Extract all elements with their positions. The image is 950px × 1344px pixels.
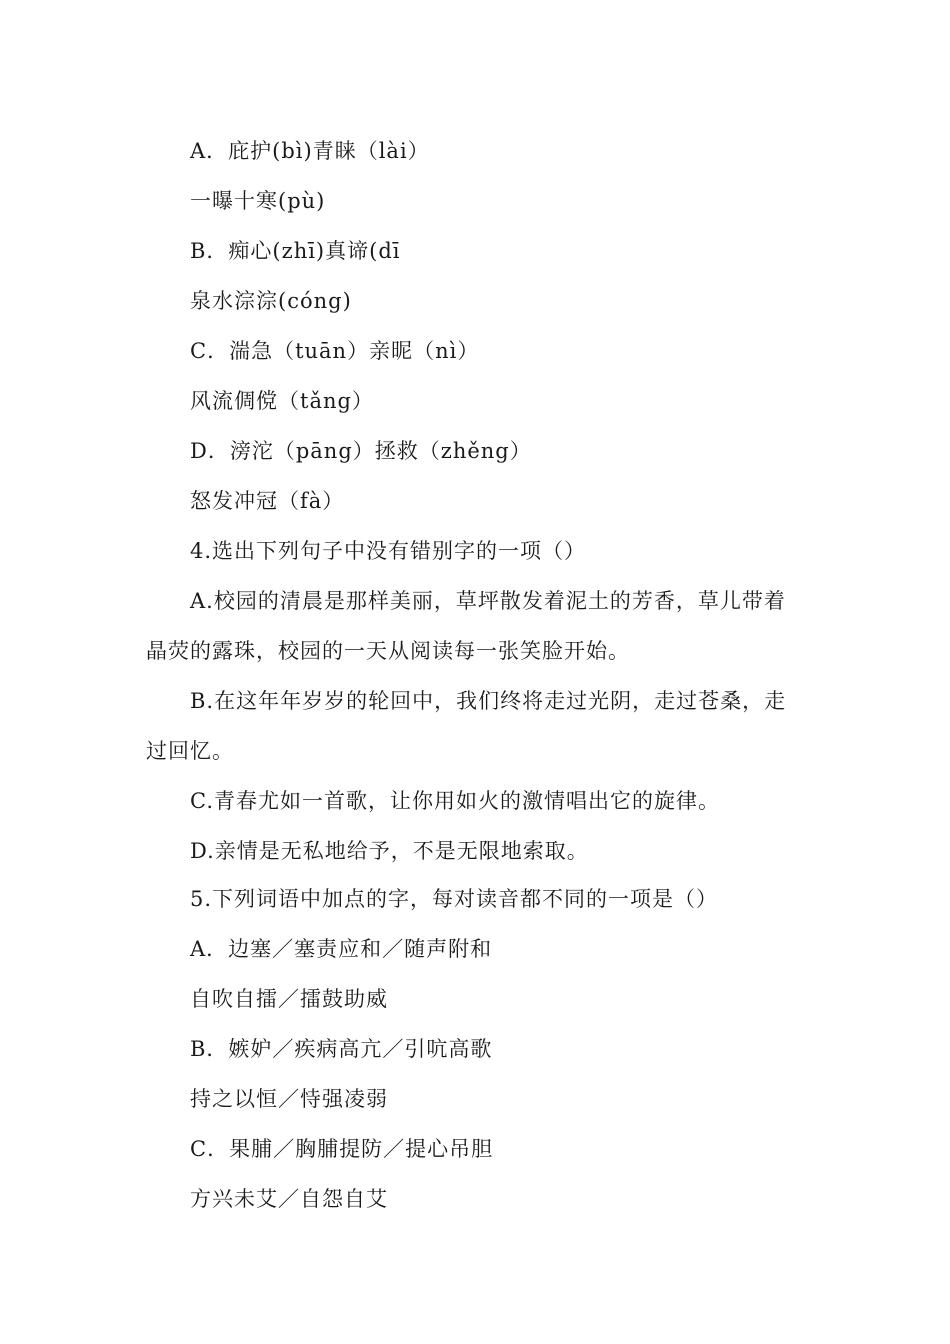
q5-option-c-line1: C．果脯／胸脯提防／提心吊胆	[190, 1137, 494, 1161]
q4-option-c: C.青春尤如一首歌，让你用如火的激情唱出它的旋律。	[190, 789, 720, 813]
q3-option-b-line1: B．痴心(zhī)真谛(dī	[190, 239, 401, 263]
q5-option-c-line2: 方兴未艾／自怨自艾	[190, 1187, 388, 1211]
question-5-stem: 5.下列词语中加点的字，每对读音都不同的一项是（）	[190, 887, 719, 911]
q5-option-a-line2: 自吹自擂／擂鼓助威	[190, 987, 388, 1011]
q4-option-a-line1: A.校园的清晨是那样美丽，草坪散发着泥土的芳香，草儿带着	[190, 589, 786, 613]
q4-option-b-line2: 过回忆。	[146, 739, 234, 763]
q3-option-d-line2: 怒发冲冠（fà）	[190, 489, 345, 513]
q3-option-c-line2: 风流倜傥（tǎng）	[190, 389, 374, 413]
q3-option-a-line2: 一曝十寒(pù)	[190, 189, 326, 213]
q3-option-c-line1: C．湍急（tuān）亲昵（nì）	[190, 339, 480, 363]
q4-option-b-line1: B.在这年年岁岁的轮回中，我们终将走过光阴，走过苍桑，走	[190, 689, 787, 713]
q5-option-b-line2: 持之以恒／恃强凌弱	[190, 1087, 388, 1111]
q5-option-a-line1: A．边塞／塞责应和／随声附和	[190, 937, 493, 961]
q3-option-d-line1: D．滂沱（pāng）拯救（zhěng）	[190, 439, 532, 463]
q4-option-a-line2: 晶荧的露珠，校园的一天从阅读每一张笑脸开始。	[146, 639, 630, 663]
q3-option-b-line2: 泉水淙淙(cóng)	[190, 289, 352, 313]
q4-option-d: D.亲情是无私地给予，不是无限地索取。	[190, 839, 589, 863]
q3-option-a-line1: A．庇护(bì)青睐（lài）	[190, 139, 430, 163]
q5-option-b-line1: B．嫉妒／疾病高亢／引吭高歌	[190, 1037, 493, 1061]
question-4-stem: 4.选出下列句子中没有错别字的一项（）	[190, 539, 587, 563]
